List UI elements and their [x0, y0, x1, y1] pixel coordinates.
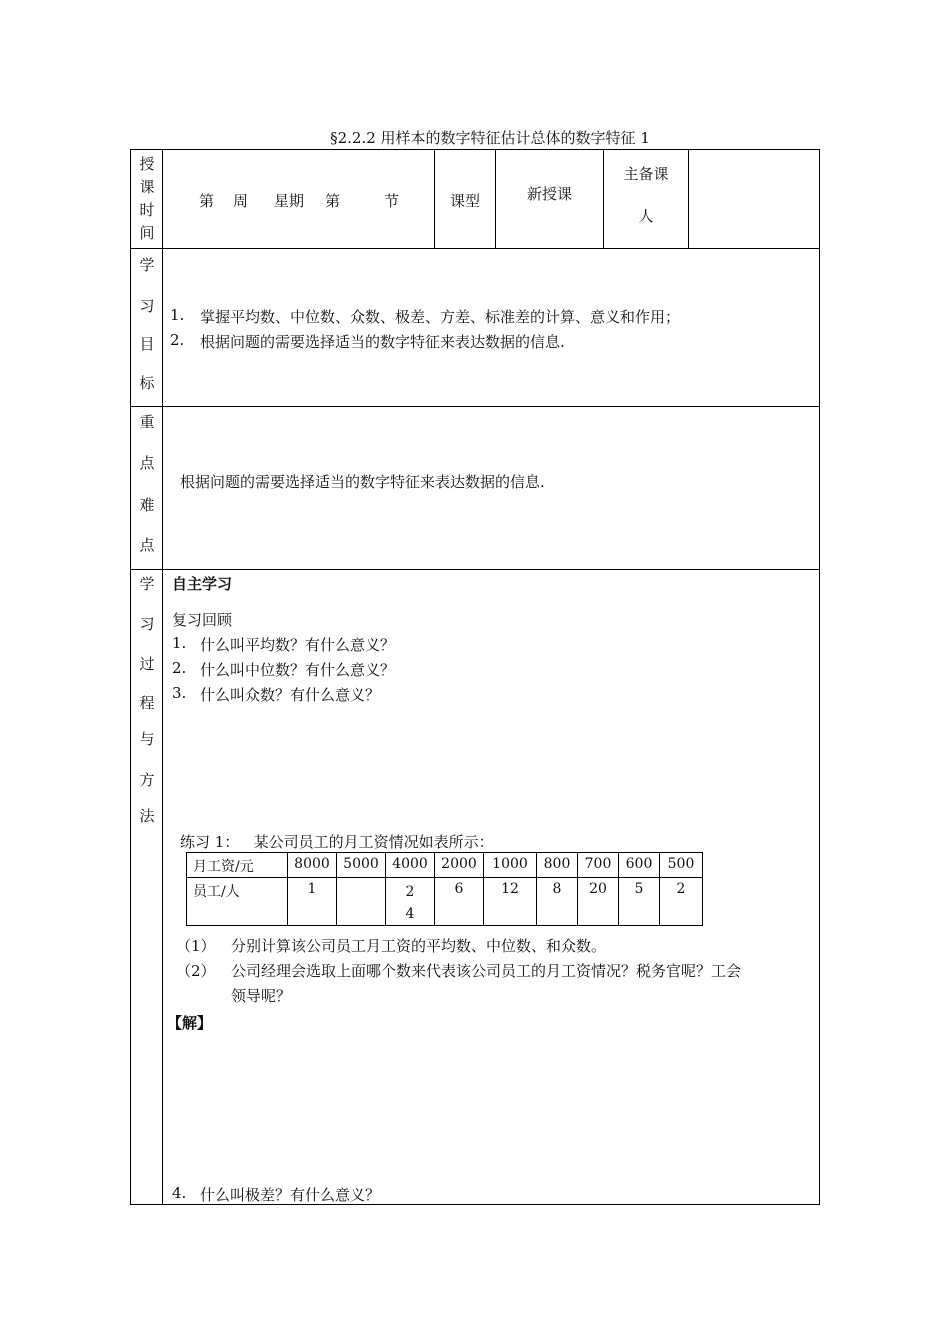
- question-number: 2.: [172, 659, 187, 677]
- table-cell: 1: [288, 878, 337, 926]
- table-border-top: [130, 149, 820, 150]
- row-label-char: 与: [139, 730, 155, 748]
- objective-number: 1.: [170, 306, 185, 324]
- row-label-char: 习: [139, 297, 155, 315]
- objective-number: 2.: [170, 331, 185, 349]
- table-row: [187, 853, 703, 878]
- table-cell: 12: [484, 878, 537, 926]
- objective-text: 根据问题的需要选择适当的数字特征来表达数据的信息.: [200, 333, 565, 351]
- preparer-label: 主备课: [623, 165, 669, 183]
- table-cell: 6: [435, 878, 484, 926]
- row-label-char: 法: [139, 807, 155, 825]
- solution-label: 【解】: [167, 1014, 213, 1032]
- wage-table: [186, 852, 703, 926]
- table-cell: 2000: [435, 853, 484, 878]
- preparer-label-cont: 人: [638, 207, 654, 225]
- row-label-char: 时: [139, 201, 155, 219]
- review-title: 复习回顾: [172, 611, 233, 629]
- exercise-title: 练习 1： 某公司员工的月工资情况如表所示：: [180, 833, 494, 851]
- question-number: 4.: [172, 1184, 187, 1202]
- course-type-value: 新授课: [526, 185, 572, 203]
- course-type-label: 课型: [449, 192, 480, 210]
- objective-text: 掌握平均数、中位数、众数、极差、方差、标准差的计算、意义和作用；: [200, 308, 681, 326]
- row-label-char: 点: [139, 536, 155, 554]
- table-header-cell: 月工资/元: [187, 853, 288, 878]
- section-title: 自主学习: [172, 575, 233, 593]
- schedule-week-suffix: 周: [233, 192, 249, 210]
- table-cell: 5000: [337, 853, 386, 878]
- row-label-char: 课: [139, 178, 155, 196]
- table-cell: 8000: [288, 853, 337, 878]
- row-label-char: 学: [139, 575, 155, 593]
- document-title: §2.2.2 用样本的数字特征估计总体的数字特征 1: [330, 129, 650, 147]
- sub-question-text: 公司经理会选取上面哪个数来代表该公司员工的月工资情况？税务官呢？工会: [231, 962, 742, 980]
- row-divider-2: [130, 406, 820, 407]
- sub-question-text: 分别计算该公司员工月工资的平均数、中位数、和众数。: [231, 937, 607, 955]
- sub-question-text-cont: 领导呢？: [231, 987, 292, 1005]
- table-border-right: [819, 149, 820, 1205]
- row-label-char: 重: [139, 413, 155, 431]
- row-label-char: 方: [139, 771, 155, 789]
- row-label-char: 学: [139, 256, 155, 274]
- question-text: 什么叫极差？有什么意义？: [200, 1186, 381, 1204]
- row-label-char: 目: [139, 335, 155, 353]
- table-cell: 5: [619, 878, 660, 926]
- question-text: 什么叫平均数？有什么意义？: [200, 636, 396, 654]
- row-label-char: 授: [139, 155, 155, 173]
- row-divider-3: [130, 569, 820, 570]
- key-points-text: 根据问题的需要选择适当的数字特征来表达数据的信息.: [180, 473, 545, 491]
- row-label-char: 习: [139, 615, 155, 633]
- table-cell: 1000: [484, 853, 537, 878]
- sub-question-number: （1）: [176, 937, 216, 955]
- row-label-char: 点: [139, 454, 155, 472]
- row-label-char: 程: [139, 694, 155, 712]
- question-number: 1.: [172, 634, 187, 652]
- table-row: [187, 878, 703, 926]
- row-label-char: 间: [139, 224, 155, 242]
- row-label-char: 标: [139, 374, 155, 392]
- table-cell: 700: [578, 853, 619, 878]
- schedule-weekday: 星期: [274, 192, 305, 210]
- table-cell: 2: [660, 878, 703, 926]
- schedule-period-suffix: 节: [384, 192, 400, 210]
- row-label-char: 难: [139, 496, 155, 514]
- row-divider-1: [130, 248, 820, 249]
- table-cell: 2 4: [386, 878, 435, 926]
- table-header-cell: 员工/人: [187, 878, 288, 926]
- table-cell: 8: [537, 878, 578, 926]
- schedule-week: 第: [199, 192, 215, 210]
- question-number: 3.: [172, 684, 187, 702]
- table-cell: 4000: [386, 853, 435, 878]
- question-text: 什么叫众数？有什么意义？: [200, 686, 381, 704]
- table-cell: 800: [537, 853, 578, 878]
- schedule-period: 第: [325, 192, 341, 210]
- table-cell: 600: [619, 853, 660, 878]
- header-divider-preparer: [688, 149, 689, 249]
- sub-question-number: （2）: [176, 962, 216, 980]
- row-label-char: 过: [139, 655, 155, 673]
- table-cell: 20: [578, 878, 619, 926]
- question-text: 什么叫中位数？有什么意义？: [200, 661, 396, 679]
- table-cell: [337, 878, 386, 926]
- table-cell: 500: [660, 853, 703, 878]
